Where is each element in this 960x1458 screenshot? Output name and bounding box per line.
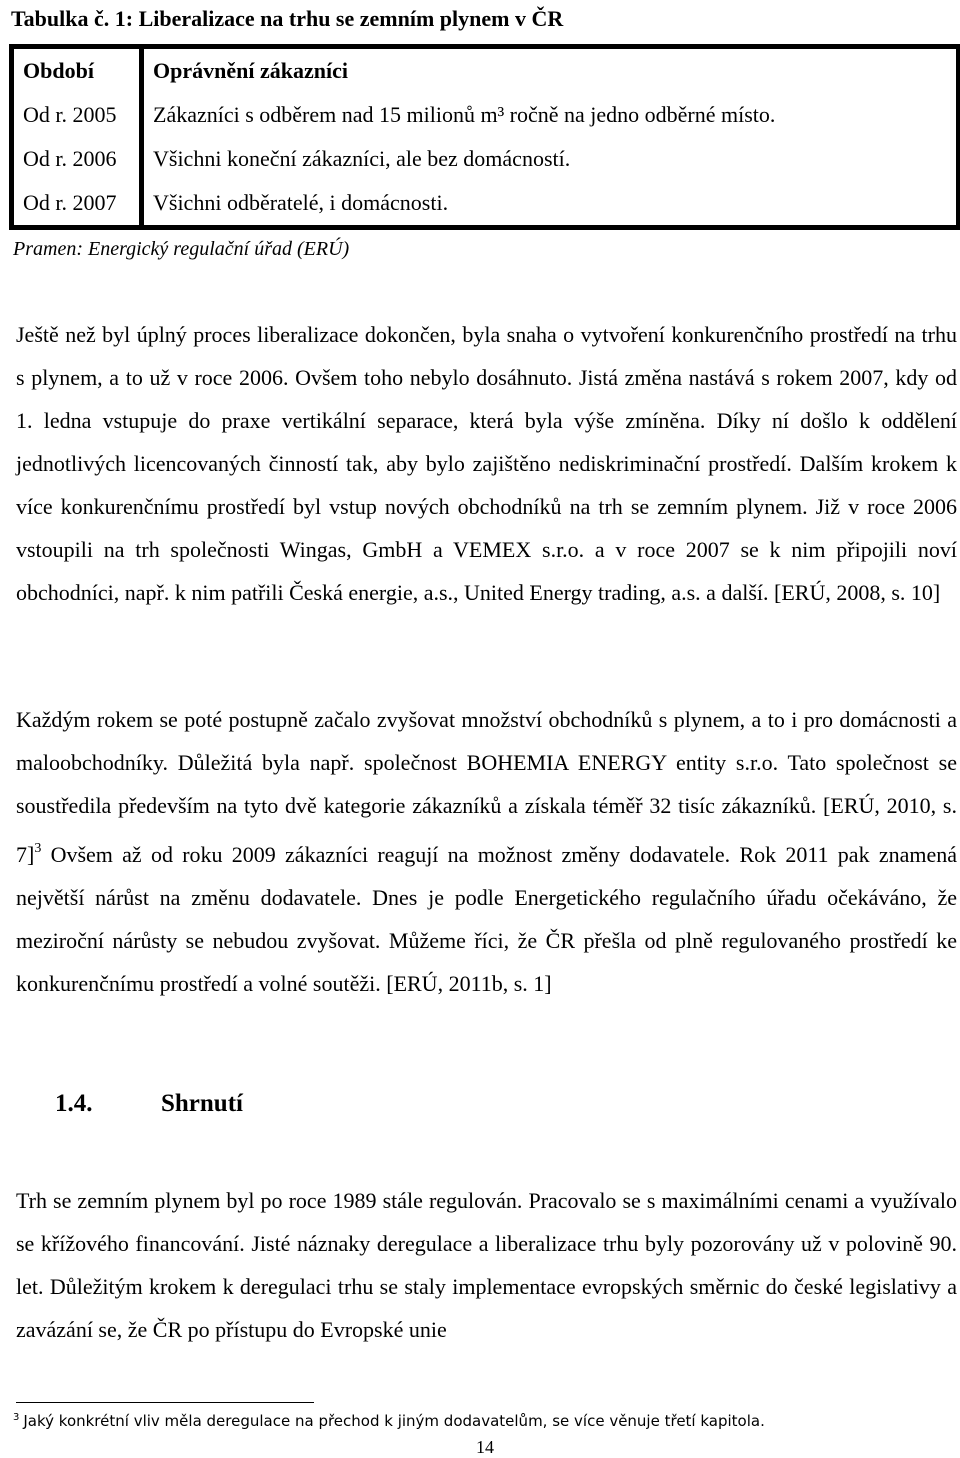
paragraph-suppliers-part2: Ovšem až od roku 2009 zákazníci reagují na možnost změny dodavatele. Rok 2011 pak znamená největší nárůst na změnu dodavatele. Dnes je podle Energetického regulačního úřadu očekáváno, že meziroční nárůsty se nebudou zvyšovat. Můžeme říci, že ČR přešla od plně regulovaného prostředí ke konkurenčnímu prostředí a volné soutěži. [ERÚ, 2011b, s. 1] (16, 842, 957, 996)
table-row (12, 181, 959, 228)
table-caption: Tabulka č. 1: Liberalizace na trhu se zemním plynem v ČR (11, 6, 564, 31)
table-cell-customers: Všichni odběratelé, i domácnosti. (142, 181, 959, 228)
table-row (12, 93, 959, 137)
table-cell-customers: Všichni koneční zákazníci, ale bez domácností. (142, 137, 959, 181)
paragraph-suppliers (16, 698, 957, 1005)
table-cell-period: Od r. 2007 (12, 181, 142, 228)
table-header-row (12, 47, 959, 94)
column-header-customers: Oprávnění zákazníci (142, 47, 959, 94)
footnote-mark: 3 (13, 1412, 20, 1423)
column-header-period: Období (12, 47, 142, 94)
liberalization-table (9, 44, 960, 230)
section-title: Shrnutí (161, 1090, 243, 1117)
table-row (12, 137, 959, 181)
paragraph-suppliers-part1: Každým rokem se poté postupně začalo zvyšovat množství obchodníků s plynem, a to i pro domácnosti a maloobchodníky. Důležitá byla např. společnost BOHEMIA ENERGY entity s.r.o. Tato společnost se soustředila především na tyto dvě kategorie zákazníků a získala téměř 32 tisíc zákazníků. [ERÚ, 2010, s. 7] (16, 707, 957, 867)
paragraph-summary: Trh se zemním plynem byl po roce 1989 stále regulován. Pracovalo se s maximálními cenami a využívalo se křížového financování. Jisté náznaky deregulace a liberalizace trhu byly pozorovány už v polovině 90. let. Důležitým krokem k deregulaci trhu se staly implementace evropských směrnic do české legislativy a zavázání se, že ČR po přístupu do Evropské unie (16, 1188, 957, 1342)
table-source-note: Pramen: Energický regulační úřad (ERÚ) (13, 238, 350, 260)
page-number: 14 (476, 1437, 494, 1457)
footnote-separator (16, 1402, 314, 1403)
paragraph-liberalization: Ještě než byl úplný proces liberalizace dokončen, byla snaha o vytvoření konkurenčního prostředí na trhu s plynem, a to už v roce 2006. Ovšem toho nebylo dosáhnuto. Jistá změna nastává s rokem 2007, kdy od 1. ledna vstupuje do praxe vertikální separace, která byla výše zmíněna. Díky ní došlo k oddělení jednotlivých licencovaných činností tak, aby bylo zajištěno nediskriminační prostředí. Dalším krokem k více konkurenčnímu prostředí byl vstup nových obchodníků na trh se zemním plynem. Již v roce 2006 vstoupili na trh společnosti Wingas, GmbH a VEMEX s.r.o. a v roce 2007 se k nim připojili noví obchodníci, např. k nim patřili Česká energie, a.s., United Energy trading, a.s. a další. [ERÚ, 2008, s. 10] (16, 322, 957, 605)
section-number: 1.4. (55, 1090, 93, 1117)
table-cell-customers: Zákazníci s odběrem nad 15 milionů m³ ročně na jedno odběrné místo. (142, 93, 959, 137)
footnote (13, 1412, 765, 1430)
footnote-reference[interactable]: 3 (34, 841, 42, 856)
table-cell-period: Od r. 2005 (12, 93, 142, 137)
footnote-text: Jaký konkrétní vliv měla deregulace na přechod k jiným dodavatelům, se více věnuje třetí kapitola. (23, 1412, 765, 1430)
table-cell-period: Od r. 2006 (12, 137, 142, 181)
